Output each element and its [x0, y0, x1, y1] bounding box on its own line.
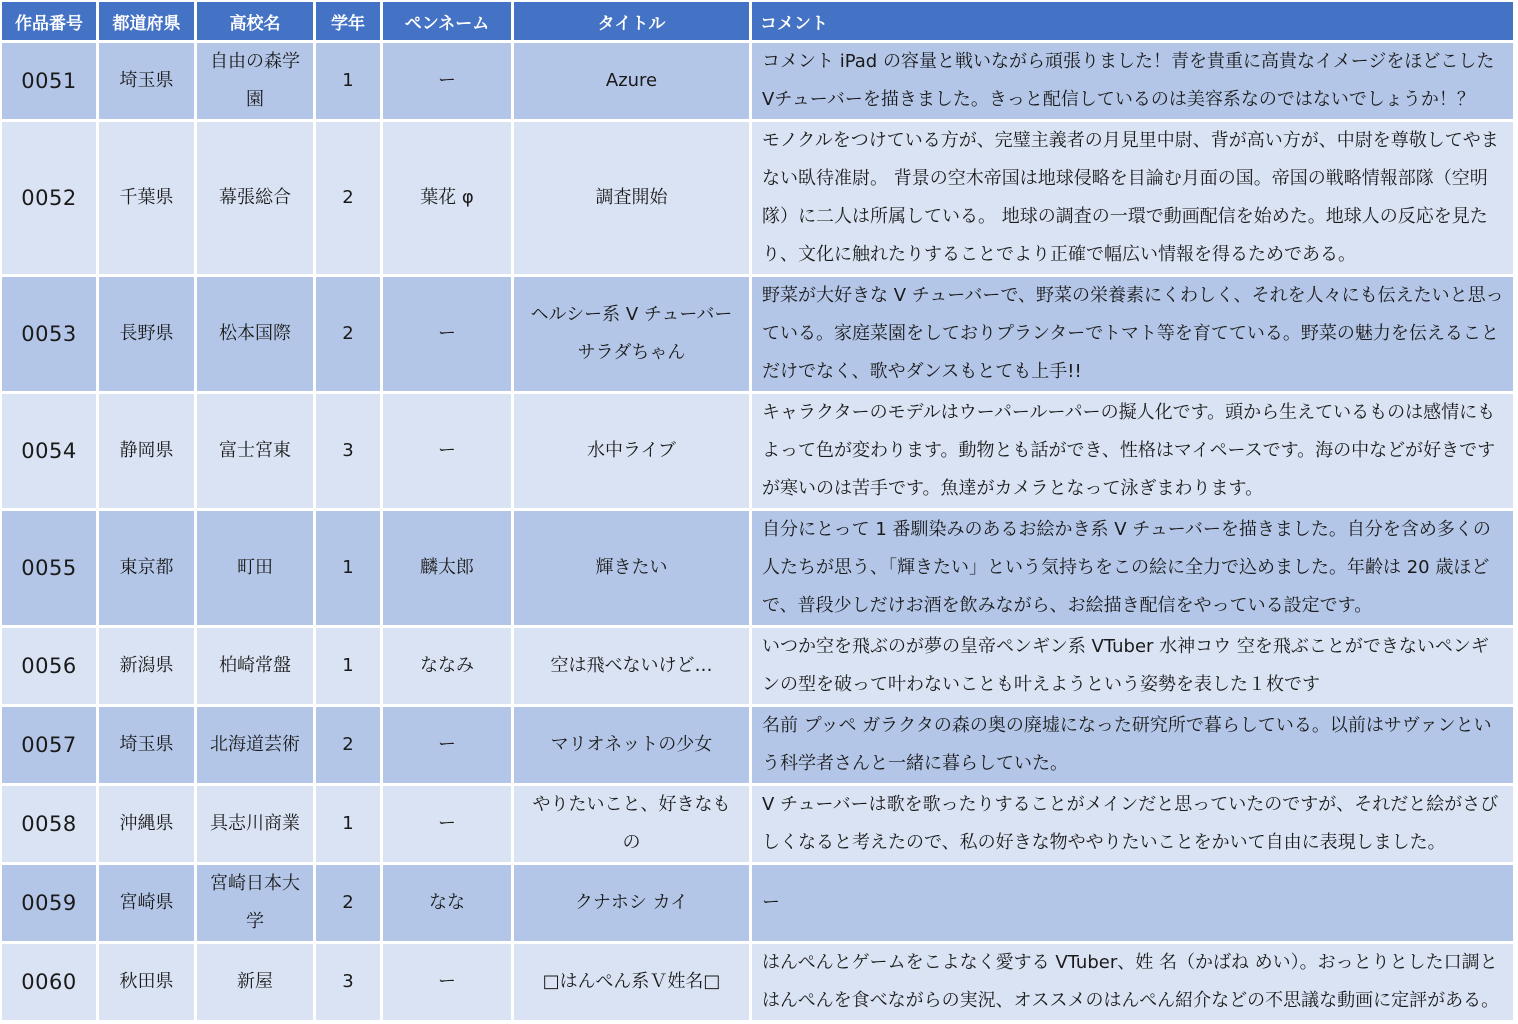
entry-id-cell: 0060 — [2, 944, 99, 1023]
penname-cell: 麟太郎 — [383, 511, 514, 628]
school-cell: 柏崎常盤 — [197, 628, 316, 707]
school-cell: 新屋 — [197, 944, 316, 1023]
header-id: 作品番号 — [2, 2, 99, 43]
entry-id-cell: 0055 — [2, 511, 99, 628]
prefecture-cell: 宮崎県 — [99, 865, 197, 944]
school-cell: 幕張総合 — [197, 122, 316, 277]
penname-cell: なな — [383, 865, 514, 944]
comment-cell: ー — [752, 865, 1516, 944]
header-school: 高校名 — [197, 2, 316, 43]
title-cell: クナホシ カイ — [514, 865, 752, 944]
title-cell: □はんぺん系Ｖ姓名□ — [514, 944, 752, 1023]
table-row — [2, 511, 1516, 628]
comment-cell: 名前 プッペ ガラクタの森の奥の廃墟になった研究所で暮らしている。以前はサヴァンという科学者さんと一緒に暮らしていた。 — [752, 707, 1516, 786]
comment-cell: いつか空を飛ぶのが夢の皇帝ペンギン系 VTuber 水神コウ 空を飛ぶことができないペンギンの型を破って叶わないことも叶えようという姿勢を表した１枚です — [752, 628, 1516, 707]
grade-cell: 2 — [316, 277, 383, 394]
school-cell: 自由の森学園 — [197, 43, 316, 122]
table-row — [2, 43, 1516, 122]
comment-cell: V チューバーは歌を歌ったりすることがメインだと思っていたのですが、それだと絵がさびしくなると考えたので、私の好きな物ややりたいことをかいて自由に表現しました。 — [752, 786, 1516, 865]
prefecture-cell: 静岡県 — [99, 394, 197, 511]
school-cell: 宮崎日本大学 — [197, 865, 316, 944]
entry-id-cell: 0052 — [2, 122, 99, 277]
prefecture-cell: 長野県 — [99, 277, 197, 394]
comment-cell: コメント iPad の容量と戦いながら頑張りました！青を貴重に高貴なイメージをほどこしたVチューバーを描きました。きっと配信しているのは美容系なのではないでしょうか！？ — [752, 43, 1516, 122]
grade-cell: 3 — [316, 944, 383, 1023]
title-cell: ヘルシー系 V チューバー サラダちゃん — [514, 277, 752, 394]
comment-cell: 自分にとって 1 番馴染みのあるお絵かき系 V チューバーを描きました。自分を含め多くの人たちが思う、「輝きたい」という気持ちをこの絵に全力で込めました。年齢は 20 歳ほどで、普段少しだけお酒を飲みながら、お絵描き配信をやっている設定です。 — [752, 511, 1516, 628]
penname-cell: 葉花 φ — [383, 122, 514, 277]
grade-cell: 2 — [316, 865, 383, 944]
penname-cell: ー — [383, 707, 514, 786]
header-title: タイトル — [514, 2, 752, 43]
penname-cell: ー — [383, 277, 514, 394]
header-penname: ペンネーム — [383, 2, 514, 43]
header-row — [2, 2, 1516, 43]
table-row — [2, 122, 1516, 277]
grade-cell: 1 — [316, 628, 383, 707]
grade-cell: 1 — [316, 43, 383, 122]
prefecture-cell: 沖縄県 — [99, 786, 197, 865]
table-row — [2, 394, 1516, 511]
penname-cell: ー — [383, 394, 514, 511]
title-cell: やりたいこと、好きなもの — [514, 786, 752, 865]
entries-table — [2, 2, 1516, 1023]
school-cell: 富士宮東 — [197, 394, 316, 511]
school-cell: 松本国際 — [197, 277, 316, 394]
entry-id-cell: 0057 — [2, 707, 99, 786]
entry-id-cell: 0051 — [2, 43, 99, 122]
grade-cell: 3 — [316, 394, 383, 511]
header-grade: 学年 — [316, 2, 383, 43]
entry-id-cell: 0053 — [2, 277, 99, 394]
penname-cell: ー — [383, 786, 514, 865]
title-cell: 空は飛べないけど… — [514, 628, 752, 707]
grade-cell: 2 — [316, 707, 383, 786]
header-comment: コメント — [752, 2, 1516, 43]
prefecture-cell: 埼玉県 — [99, 707, 197, 786]
title-cell: 輝きたい — [514, 511, 752, 628]
table-row — [2, 865, 1516, 944]
table-row — [2, 277, 1516, 394]
comment-cell: キャラクターのモデルはウーパールーパーの擬人化です。頭から生えているものは感情にもよって色が変わります。動物とも話ができ、性格はマイペースです。海の中などが好きですが寒いのは苦手です。魚達がカメラとなって泳ぎまわります。 — [752, 394, 1516, 511]
prefecture-cell: 秋田県 — [99, 944, 197, 1023]
penname-cell: ー — [383, 944, 514, 1023]
grade-cell: 1 — [316, 511, 383, 628]
header-prefecture: 都道府県 — [99, 2, 197, 43]
table-row — [2, 707, 1516, 786]
school-cell: 北海道芸術 — [197, 707, 316, 786]
grade-cell: 2 — [316, 122, 383, 277]
comment-cell: モノクルをつけている方が、完璧主義者の月見里中尉、背が高い方が、中尉を尊敬してやまない臥待准尉。 背景の空木帝国は地球侵略を目論む月面の国。帝国の戦略情報部隊（空明隊）に二人は所属している。 地球の調査の一環で動画配信を始めた。地球人の反応を見たり、文化に触れたりすることでより正確で幅広い情報を得るためである。 — [752, 122, 1516, 277]
penname-cell: ー — [383, 43, 514, 122]
prefecture-cell: 千葉県 — [99, 122, 197, 277]
prefecture-cell: 新潟県 — [99, 628, 197, 707]
title-cell: 水中ライブ — [514, 394, 752, 511]
title-cell: 調査開始 — [514, 122, 752, 277]
penname-cell: ななみ — [383, 628, 514, 707]
prefecture-cell: 埼玉県 — [99, 43, 197, 122]
comment-cell: はんぺんとゲームをこよなく愛する VTuber、姓 名（かばね めい）。おっとりとした口調とはんぺんを食べながらの実況、オススメのはんぺん紹介などの不思議な動画に定評がある。 — [752, 944, 1516, 1023]
table-row — [2, 786, 1516, 865]
table-row — [2, 944, 1516, 1023]
school-cell: 町田 — [197, 511, 316, 628]
comment-cell: 野菜が大好きな V チューバーで、野菜の栄養素にくわしく、それを人々にも伝えたいと思っている。家庭菜園をしておりプランターでトマト等を育てている。野菜の魅力を伝えることだけでなく、歌やダンスもとても上手!! — [752, 277, 1516, 394]
prefecture-cell: 東京都 — [99, 511, 197, 628]
school-cell: 具志川商業 — [197, 786, 316, 865]
table-row — [2, 628, 1516, 707]
title-cell: Azure — [514, 43, 752, 122]
entry-id-cell: 0059 — [2, 865, 99, 944]
entry-id-cell: 0054 — [2, 394, 99, 511]
title-cell: マリオネットの少女 — [514, 707, 752, 786]
entry-id-cell: 0058 — [2, 786, 99, 865]
grade-cell: 1 — [316, 786, 383, 865]
entry-id-cell: 0056 — [2, 628, 99, 707]
